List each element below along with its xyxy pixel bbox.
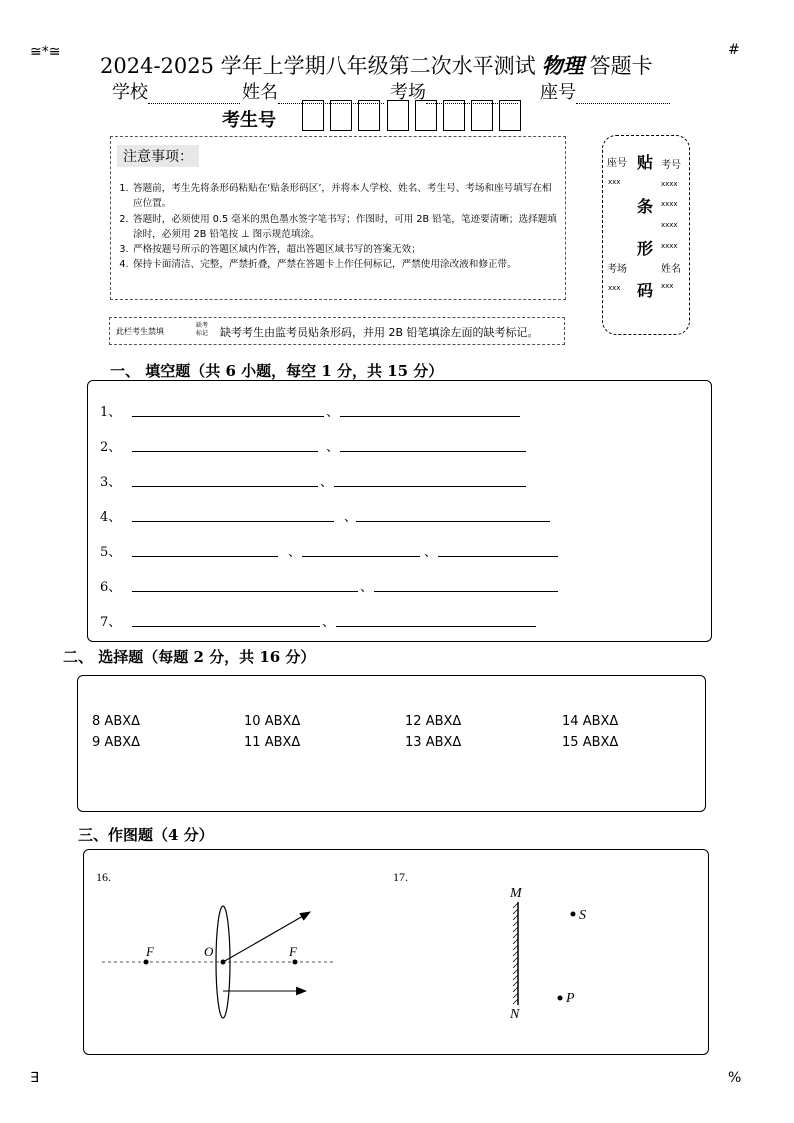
answer-blank[interactable]	[132, 486, 318, 487]
blank-separator: 、	[360, 580, 374, 595]
mc-question[interactable]: 13 ABXΔ	[405, 735, 462, 750]
corner-mark-bottom-right: %	[728, 1070, 742, 1086]
exam-number-box[interactable]	[443, 100, 465, 131]
exam-number-box[interactable]	[471, 100, 493, 131]
answer-blank[interactable]	[334, 486, 526, 487]
answer-blank[interactable]	[340, 451, 526, 452]
point-p-label: P	[566, 991, 575, 1006]
q17-number: 17.	[393, 870, 408, 884]
answer-blank[interactable]	[132, 591, 358, 592]
answer-blank[interactable]	[132, 451, 318, 452]
exam-number-box[interactable]	[415, 100, 437, 131]
field-seat	[540, 78, 670, 104]
mc-question[interactable]: 12 ABXΔ	[405, 714, 462, 729]
mc-question[interactable]: 14 ABXΔ	[562, 714, 619, 729]
optical-center-label: O	[204, 944, 214, 959]
blank-separator: 、	[322, 615, 336, 630]
fill-row	[100, 436, 700, 456]
answer-blank[interactable]	[132, 626, 320, 627]
exam-number-box[interactable]	[499, 100, 521, 131]
fill-row-number: 6、	[100, 580, 122, 595]
school-input-line[interactable]	[148, 87, 240, 104]
fill-row	[100, 611, 700, 631]
fill-row	[100, 471, 700, 491]
barcode-exam-label: 考号	[661, 160, 681, 171]
focus-left-label: F	[146, 944, 154, 959]
exam-number-box[interactable]	[330, 100, 352, 131]
point-s-label: S	[579, 908, 586, 923]
section2-box	[77, 675, 706, 812]
focus-point-left	[144, 960, 149, 965]
blank-separator: 、	[344, 510, 358, 525]
answer-blank[interactable]	[356, 521, 550, 522]
fill-row	[100, 401, 700, 421]
lens-diagram[interactable]	[84, 850, 384, 1050]
blank-separator: 、	[326, 440, 340, 455]
barcode-char: 形	[637, 239, 654, 258]
exam-number-box[interactable]	[302, 100, 324, 131]
absent-note: 此栏考生禁填	[116, 327, 164, 336]
exam-number-box[interactable]	[358, 100, 380, 131]
answer-blank[interactable]	[302, 556, 420, 557]
barcode-exam-value: xxxx	[661, 180, 678, 188]
field-school-label: 学校	[112, 82, 148, 103]
answer-blank[interactable]	[132, 416, 324, 417]
section3-box	[83, 849, 709, 1055]
notice-box	[110, 136, 566, 300]
absent-box	[109, 317, 565, 345]
blank-separator: 、	[424, 545, 438, 560]
blank-separator: 、	[288, 545, 302, 560]
notice-item: 1. 答题前，考生先将条形码粘贴在‘贴条形码区’，并将本人学校、姓名、考生号、考场和座号填写在相应位置。	[119, 183, 552, 210]
seat-input-line[interactable]	[576, 87, 670, 104]
exam-number-label: 考生号	[222, 110, 276, 131]
section1-box	[87, 380, 712, 642]
barcode-exam-value: xxxx	[661, 221, 678, 229]
corner-mark-top-left: ≅*≅	[30, 44, 61, 60]
barcode-char: 条	[637, 197, 654, 216]
blank-separator: 、	[320, 475, 334, 490]
mc-question[interactable]: 8 ABXΔ	[92, 714, 141, 729]
focus-point-right	[293, 960, 298, 965]
point-p	[558, 996, 563, 1001]
fill-row	[100, 541, 700, 561]
answer-blank[interactable]	[132, 556, 278, 557]
section2-title: 二、 选择题（每题 2 分，共 16 分）	[63, 648, 316, 666]
exam-number-box[interactable]	[387, 100, 409, 131]
title-main: 2024-2025 学年上学期八年级第二次水平测试	[100, 54, 536, 78]
notice-title: 注意事项：	[117, 145, 199, 167]
page-title	[100, 50, 653, 80]
fill-row-number: 4、	[100, 510, 122, 525]
mirror-bottom-label: N	[510, 1007, 520, 1022]
focus-right-label: F	[289, 944, 297, 959]
answer-blank[interactable]	[336, 626, 536, 627]
fill-row	[100, 576, 700, 596]
answer-blank[interactable]	[438, 556, 558, 557]
barcode-exam-value: xxxx	[661, 200, 678, 208]
blank-separator: 、	[326, 405, 340, 420]
fill-row-number: 3、	[100, 475, 122, 490]
section1-title: 一、 填空题（共 6 小题，每空 1 分，共 15 分）	[110, 362, 444, 380]
field-seat-label: 座号	[540, 82, 576, 103]
answer-blank[interactable]	[374, 591, 558, 592]
absent-instruction: 缺考考生由监考员贴条形码，并用 2B 铅笔填涂左面的缺考标记。	[220, 326, 539, 339]
barcode-seat-value: xxx	[608, 178, 621, 186]
notice-item: 3. 严格按题号所示的答题区域内作答，超出答题区域书写的答案无效；	[119, 244, 421, 256]
mirror-diagram[interactable]	[484, 850, 604, 1050]
section3-title: 三、作图题（4 分）	[78, 826, 214, 844]
notice-item: 2. 答题时，必须使用 0.5 毫米的黑色墨水签字笔书写；作图时，可用 2B 铅笔，笔迹要清晰；选择题填涂时，必须用 2B 铅笔按 ⊥ 图示规范填涂。	[119, 213, 557, 240]
notice-list	[115, 181, 561, 273]
fill-row-number: 1、	[100, 405, 122, 420]
mc-question[interactable]: 11 ABXΔ	[244, 735, 301, 750]
fill-row	[100, 506, 700, 526]
barcode-exam-value: xxxx	[661, 242, 678, 250]
notice-item: 4. 保持卡面清洁、完整，严禁折叠，严禁在答题卡上作任何标记，严禁使用涂改液和修正带。	[119, 259, 517, 271]
barcode-room-value: xxx	[608, 284, 621, 292]
answer-blank[interactable]	[340, 416, 520, 417]
answer-blank[interactable]	[132, 521, 334, 522]
title-tail: 答题卡	[589, 54, 653, 78]
barcode-char: 贴	[637, 153, 654, 172]
corner-mark-top-right: #	[728, 42, 740, 58]
mc-question[interactable]: 15 ABXΔ	[562, 735, 619, 750]
point-s	[571, 912, 576, 917]
barcode-seat-label: 座号	[607, 158, 627, 169]
mc-question[interactable]: 9 ABXΔ	[92, 735, 141, 750]
q16-number: 16.	[96, 870, 111, 884]
barcode-area[interactable]	[602, 135, 690, 335]
mirror-top-label: M	[510, 886, 522, 901]
corner-mark-bottom-left: ∃	[30, 1070, 39, 1086]
field-room-label: 考场	[390, 82, 426, 103]
barcode-name-value: xxx	[661, 282, 674, 290]
barcode-char: 码	[637, 281, 654, 300]
field-school	[112, 78, 240, 104]
subject-name: 物理	[541, 53, 584, 78]
field-name-label: 姓名	[242, 82, 278, 103]
fill-row-number: 7、	[100, 615, 122, 630]
absent-mark[interactable]: 缺考 标记	[196, 322, 209, 337]
fill-row-number: 5、	[100, 545, 122, 560]
barcode-room-label: 考场	[607, 264, 627, 275]
mc-question[interactable]: 10 ABXΔ	[244, 714, 301, 729]
barcode-name-label: 姓名	[661, 264, 681, 275]
fill-row-number: 2、	[100, 440, 122, 455]
